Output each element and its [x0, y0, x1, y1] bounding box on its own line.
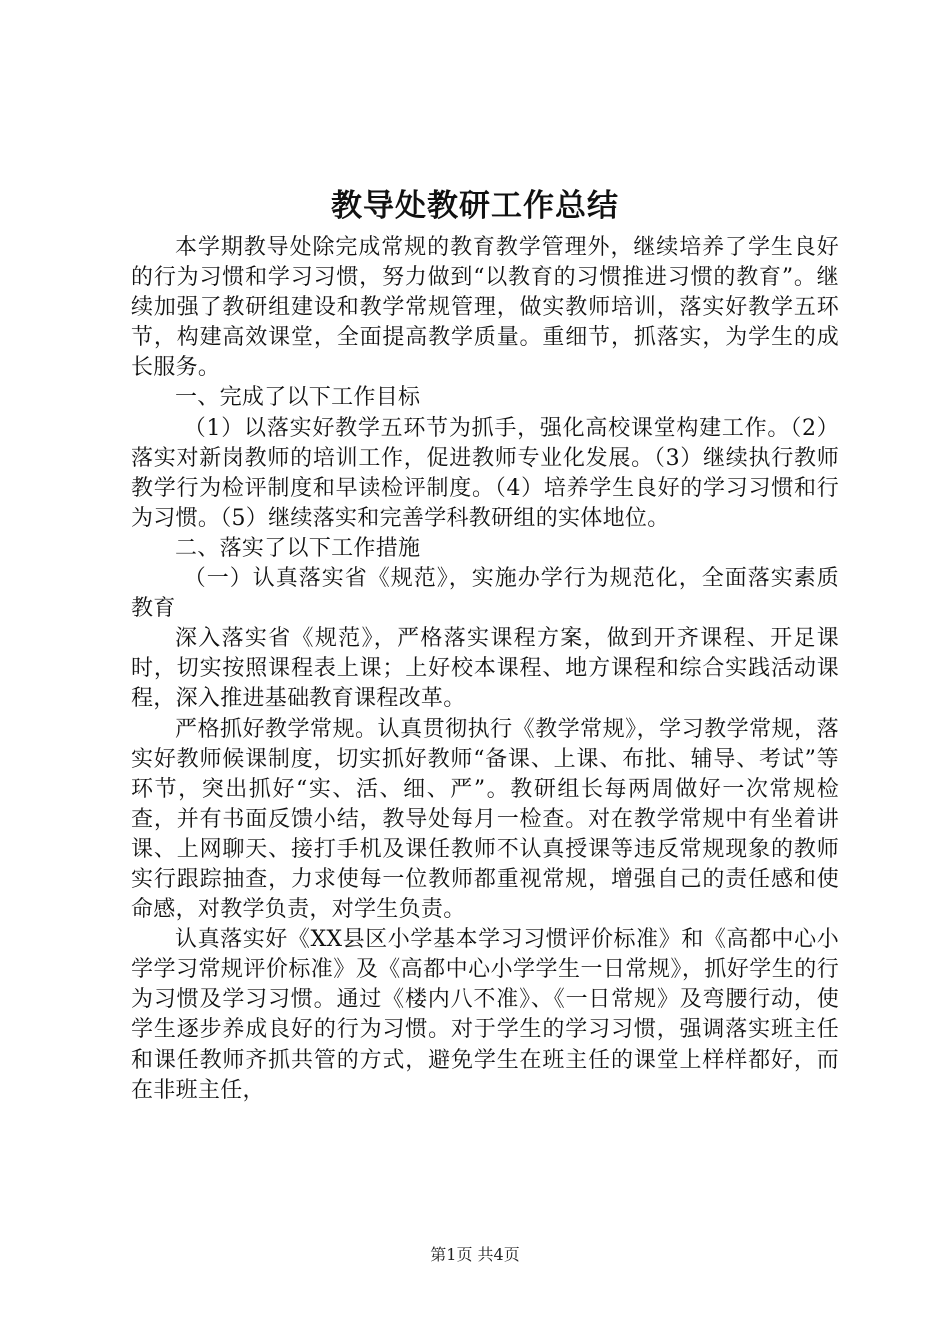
section-heading-measures: 二、落实了以下工作措施 — [175, 535, 421, 561]
page-footer — [0, 1245, 950, 1265]
paragraph-goals-list: （1）以落实好教学五环节为抓手，强化高校课堂构建工作。（2）落实对新岗教师的培训工作，促进教师专业化发展。（3）继续执行教师教学行为检评制度和早读检评制度。（4）培养学生良好的学习习惯和行为习惯。（5）继续落实和完善学科教研组的实体地位。 — [131, 415, 839, 531]
section-heading-goals: 一、完成了以下工作目标 — [175, 385, 421, 411]
subsection-heading-1: （一）认真落实省《规范》，实施办学行为规范化，全面落实素质教育 — [131, 566, 839, 622]
paragraph-intro: 本学期教导处除完成常规的教育教学管理外，继续培养了学生良好的行为习惯和学习习惯，努力做到“以教育的习惯推进习惯的教育”。继续加强了教研组建设和教学常规管理，做实教师培训，落实好教学五环节，构建高效课堂，全面提高教学质量。重细节，抓落实，为学生的成长服务。 — [131, 235, 839, 381]
paragraph-student-habits: 认真落实好《XX县区小学基本学习习惯评价标准》和《高都中心小学学习常规评价标准》及《高都中心小学学生一日常规》，抓好学生的行为习惯及学习习惯。通过《楼内八不准》、《一日常规》及弯腰行动，使学生逐步养成良好的行为习惯。对于学生的学习习惯，强调落实班主任和课任教师齐抓共管的方式，避免学生在班主任的课堂上样样都好，而在非班主任， — [131, 927, 839, 1103]
document-body — [131, 233, 839, 1106]
paragraph-teaching-routine: 严格抓好教学常规。认真贯彻执行《教学常规》，学习教学常规，落实好教师候课制度，切实抓好教师“备课、上课、布批、辅导、考试”等环节，突出抓好“实、活、细、严”。教研组长每两周做好一次常规检查，并有书面反馈小结，教导处每月一检查。对在教学常规中有坐着讲课、上网聊天、接打手机及课任教师不认真授课等违反常规现象的教师实行跟踪抽查，力求使每一位教师都重视常规，增强自己的责任感和使命感，对教学负责，对学生负责。 — [131, 716, 839, 923]
page-number: 第1页 共4页 — [430, 1245, 520, 1264]
paragraph-curriculum: 深入落实省《规范》，严格落实课程方案，做到开齐课程、开足课时，切实按照课程表上课；上好校本课程、地方课程和综合实践活动课程，深入推进基础教育课程改革。 — [131, 626, 839, 712]
document-title: 教导处教研工作总结 — [331, 188, 619, 224]
